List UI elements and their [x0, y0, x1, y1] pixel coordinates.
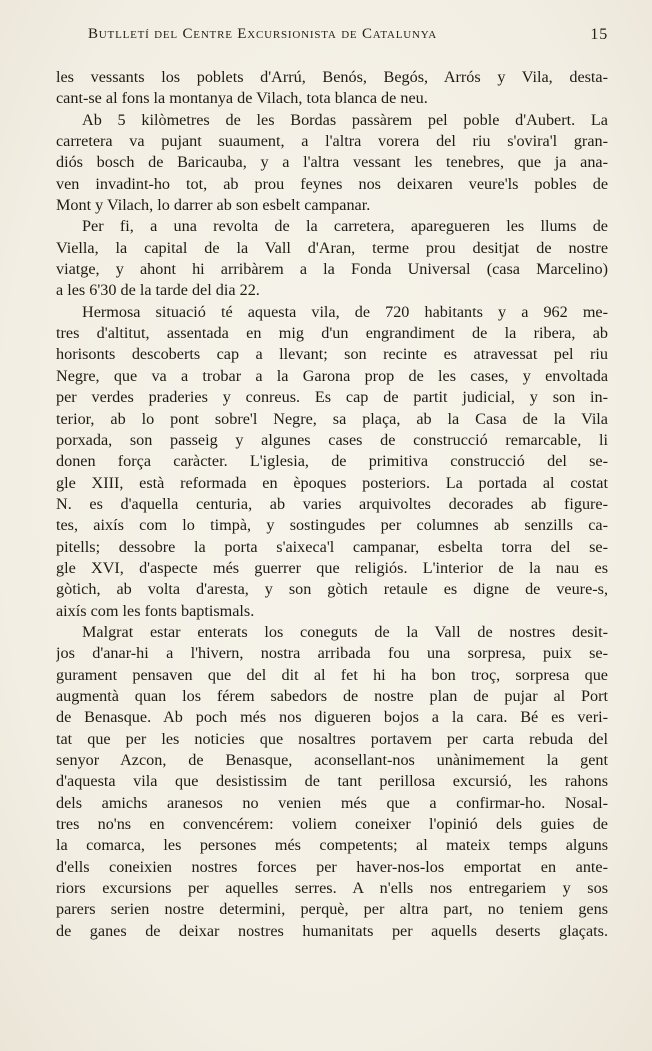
- text-line: gle XIII, està reformada en èpoques posteriors. La portada al costat: [56, 473, 608, 492]
- text-line: de ganes de deixar nostres humanitats per aquells deserts glaçats.: [56, 921, 608, 940]
- text-line: tes, aixís com lo timpà, y sostingudes per columnes ab senzills ca-: [56, 516, 608, 535]
- text-line: Per fi, a una revolta de la carretera, aparegueren les llums de: [82, 217, 608, 236]
- text-line: tres d'altitut, assentada en mig d'un engrandiment de la ribera, ab: [56, 324, 608, 343]
- text-line: parers serien nostre determini, perquè, per altra part, no teniem gens: [56, 900, 608, 919]
- text-line: pitells; dessobre la porta s'aixeca'l campanar, esbelta torra del se-: [56, 537, 608, 556]
- text-line: Ab 5 kilòmetres de les Bordas passàrem pel poble d'Aubert. La: [82, 110, 608, 129]
- text-line: ven invadint-ho tot, ab prou feynes nos deixaren veure'ls pobles de: [56, 174, 608, 193]
- journal-title: Butlletí del Centre Excursionista de Catalunya: [88, 26, 437, 42]
- text-line: viatge, y ahont hi arribàrem a la Fonda Universal (casa Marcelino): [56, 260, 608, 279]
- running-header: [88, 26, 608, 50]
- text-line: a les 6'30 de la tarde del dia 22.: [56, 281, 260, 300]
- text-line: N. es d'aquella centuria, ab varies arquivoltes decorades ab figure-: [56, 494, 608, 513]
- text-line: senyor Azcon, de Benasque, aconsellant-nos unànimement la gent: [56, 751, 608, 769]
- text-line: aixís com les fonts baptismals.: [56, 601, 255, 620]
- text-line: horisonts descoberts cap a llevant; son recinte es atravessat pel riu: [56, 345, 608, 364]
- text-line: terior, ab lo pont sobre'l Negre, sa plaça, ab la Casa de la Vila: [56, 409, 608, 428]
- text-line: Hermosa situació té aquesta vila, de 720 habitants y a 962 me-: [82, 302, 608, 321]
- text-line: carretera va pujant suaument, a l'altra vorera del riu s'ovira'l gran-: [56, 132, 608, 151]
- text-line: de Benasque. Ab poch més nos digueren bojos a la cara. Bé es veri-: [56, 708, 608, 727]
- text-line: d'ells coneixien nostres forces per haver-nos-los emportat en ante-: [56, 857, 608, 876]
- text-line: tat que per les noticies que nosaltres portavem per carta rebuda del: [56, 729, 608, 748]
- text-line: per verdes praderies y conreus. Es cap de partit judicial, y son in-: [56, 388, 608, 407]
- text-line: tres no'ns en convencérem: voliem coneixer l'opinió dels guies de: [56, 815, 608, 834]
- text-line: jos d'anar-hi a l'hivern, nostra arribada fou una sorpresa, puix se-: [56, 644, 608, 663]
- text-line: Malgrat estar enterats los coneguts de la Vall de nostres desit-: [82, 622, 608, 641]
- text-line: Viella, la capital de la Vall d'Aran, terme prou desitjat de nostre: [56, 238, 608, 257]
- page-number: 15: [590, 26, 608, 43]
- text-line: donen força caràcter. L'iglesia, de primitiva construcció del se-: [56, 452, 608, 471]
- text-line: d'aquesta vila que desistissim de tant perillosa excursió, les rahons: [56, 772, 608, 791]
- text-line: porxada, son passeig y algunes cases de construcció remarcable, li: [56, 430, 608, 449]
- text-line: Negre, que va a trobar a la Garona prop de les cases, y envoltada: [56, 366, 608, 385]
- text-line: diós bosch de Baricauba, y a l'altra vessant les tenebres, que ja ana-: [56, 153, 608, 172]
- body-text: [56, 67, 608, 942]
- text-line: augmentà quan los férem sabedors de nostre plan de pujar al Port: [56, 686, 608, 705]
- text-line: gle XVI, d'aspecte més guerrer que religiós. L'interior de la nau es: [56, 558, 608, 577]
- text-line: les vessants los poblets d'Arrú, Benós, Begós, Arrós y Vila, desta-: [56, 68, 608, 86]
- text-line: Mont y Vilach, lo darrer ab son esbelt campanar.: [56, 196, 371, 215]
- text-line: riors excursions per aquelles serres. A n'ells nos entregariem y sos: [56, 879, 608, 898]
- text-line: gòtich, ab volta d'aresta, y son gòtich retaule es digne de veure-s,: [56, 580, 608, 599]
- text-line: la comarca, les persones més competents; al mateix temps alguns: [56, 836, 608, 855]
- text-line: dels amichs aranesos no venien més que a confirmar-ho. Nosal-: [56, 793, 608, 812]
- text-line: gurament pensaven que del dit al fet hi ha bon troç, sorpresa que: [56, 665, 608, 684]
- text-line: cant-se al fons la montanya de Vilach, tota blanca de neu.: [56, 89, 428, 108]
